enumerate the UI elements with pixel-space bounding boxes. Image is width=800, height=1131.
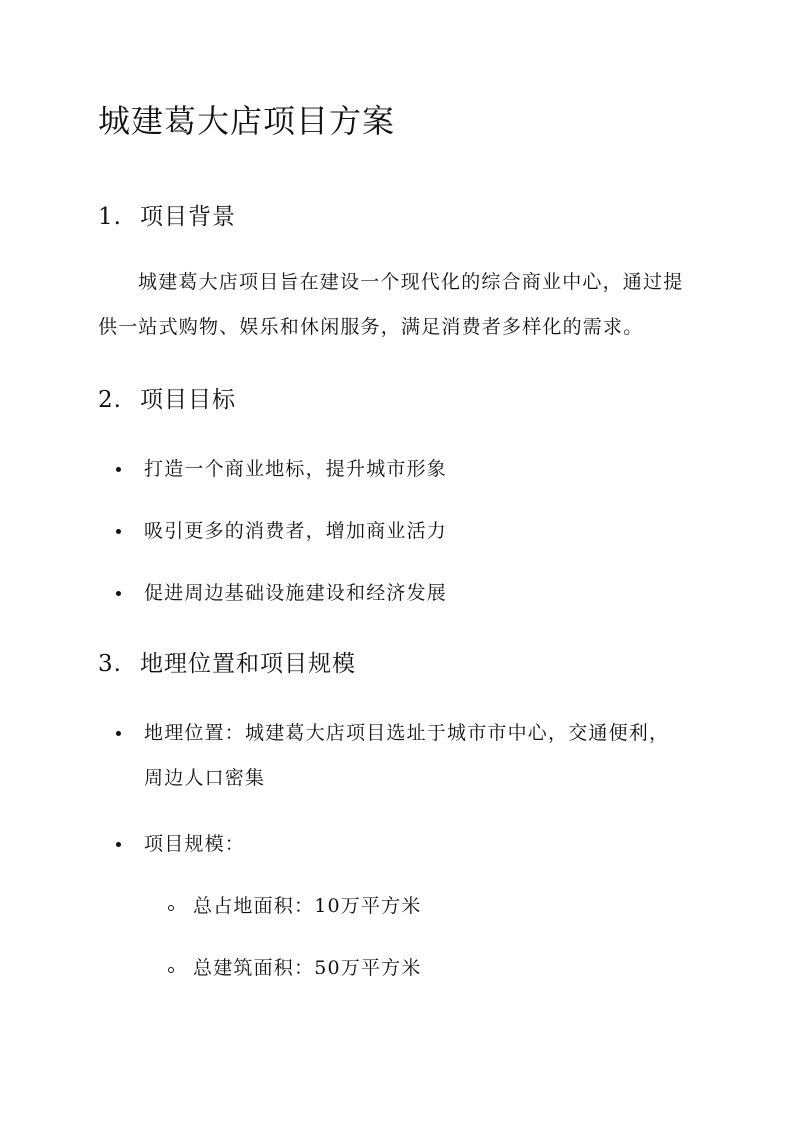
section-title: 项目背景 <box>140 204 236 230</box>
bullet-icon <box>116 842 121 847</box>
section-heading-background <box>98 198 236 231</box>
list-item <box>116 571 696 616</box>
section-number: 1. <box>98 204 122 230</box>
sub-list-item <box>168 884 422 929</box>
sub-list-item <box>168 946 422 991</box>
section-heading-goals <box>98 381 236 414</box>
section-title: 项目目标 <box>140 387 236 413</box>
list-item-text: 地理位置：城建葛大店项目选址于城市市中心，交通便利，周边人口密集 <box>144 722 670 789</box>
list-item <box>116 509 696 554</box>
sub-list-item-text: 总占地面积：10万平方米 <box>193 895 422 917</box>
list-item-text: 项目规模： <box>144 833 246 855</box>
list-item-text: 吸引更多的消费者，增加商业活力 <box>144 520 448 542</box>
list-item <box>116 822 696 867</box>
section-number: 2. <box>98 387 122 413</box>
section-number: 3. <box>98 651 122 677</box>
bullet-icon <box>116 529 121 534</box>
hollow-bullet-icon <box>168 905 174 911</box>
section-title: 地理位置和项目规模 <box>140 651 356 677</box>
hollow-bullet-icon <box>168 967 174 973</box>
list-item <box>116 447 696 492</box>
bullet-icon <box>116 731 121 736</box>
list-item-text: 打造一个商业地标，提升城市形象 <box>144 458 448 480</box>
bullet-icon <box>116 467 121 472</box>
section-heading-location <box>98 645 356 678</box>
sub-list-item-text: 总建筑面积：50万平方米 <box>193 957 422 979</box>
list-item <box>116 711 676 801</box>
document-title: 城建葛大店项目方案 <box>98 102 396 140</box>
bullet-icon <box>116 591 121 596</box>
list-item-text: 促进周边基础设施建设和经济发展 <box>144 582 448 604</box>
background-paragraph: 城建葛大店项目旨在建设一个现代化的综合商业中心，通过提供一站式购物、娱乐和休闲服务，满足消费者多样化的需求。 <box>98 271 684 338</box>
